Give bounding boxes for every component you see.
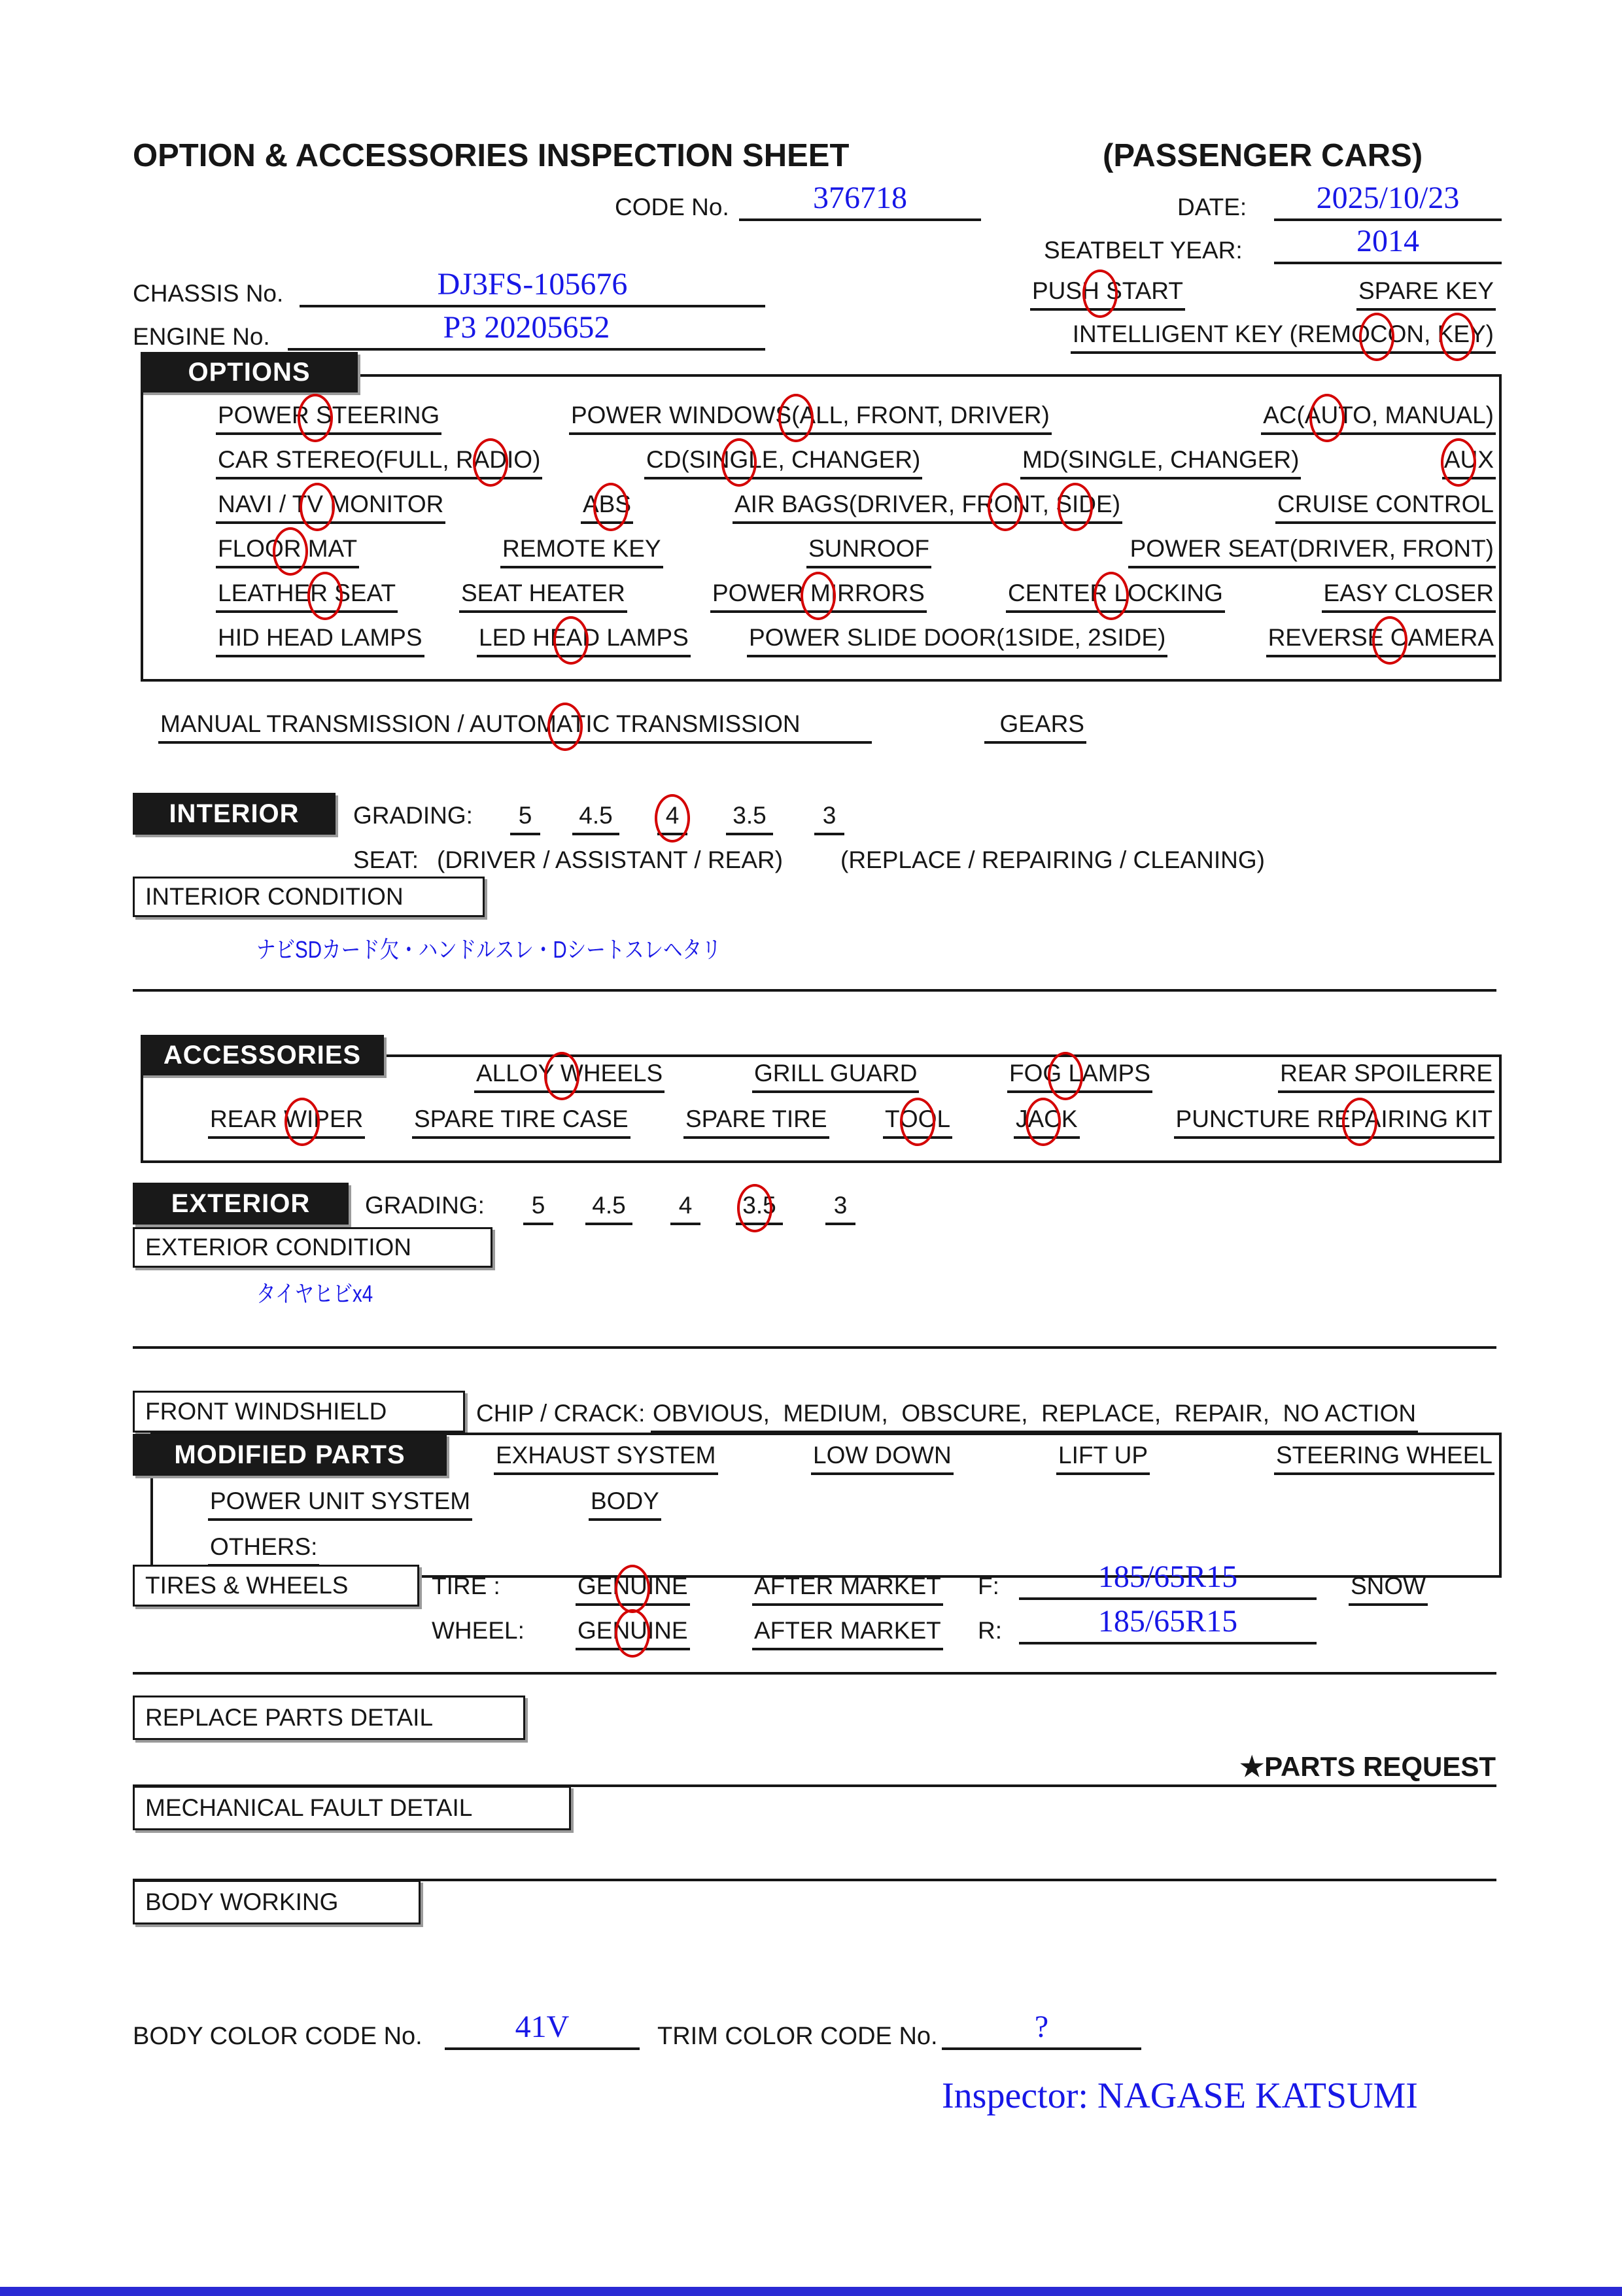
accessory-rear-wiper: REAR WIPER [208, 1105, 365, 1139]
wheel-label: WHEEL: [432, 1617, 525, 1644]
front-size-label: F: [978, 1573, 999, 1599]
divider-line [133, 1672, 1496, 1675]
exterior-grade-3: 3 [825, 1192, 855, 1225]
interior-grade-5: 5 [510, 802, 540, 835]
accessory-fog-lamps: FOG LAMPS [1007, 1060, 1152, 1093]
chip-crack-options: OBVIOUS, MEDIUM, OBSCURE, REPLACE, REPAIR, NO ACTION [651, 1400, 1418, 1433]
tire-label: TIRE : [432, 1573, 500, 1599]
wheel-genuine: GENUINE [576, 1617, 690, 1650]
red-pen-circle [615, 1565, 650, 1613]
modified-exhaust-system: EXHAUST SYSTEM [494, 1442, 718, 1475]
divider-line [133, 989, 1496, 992]
red-pen-circle [778, 394, 814, 442]
accessory-tool: TOOL [883, 1105, 952, 1139]
spare-key-item: SPARE KEY [1356, 277, 1496, 311]
interior-condition-box: INTERIOR CONDITION [133, 877, 485, 917]
chip-crack-label: CHIP / CRACK: [476, 1400, 646, 1427]
chassis-label: CHASSIS No. [133, 280, 284, 307]
tires-wheels-box: TIRES & WHEELS [133, 1565, 419, 1607]
red-pen-circle [1058, 483, 1093, 531]
option-floor-mat: FLOOR MAT [216, 535, 359, 568]
option-ac: AC(AUTO, MANUAL) [1261, 402, 1496, 435]
page-title: OPTION & ACCESSORIES INSPECTION SHEET [133, 138, 850, 173]
seat-label: SEAT: [353, 846, 419, 873]
option-seat-heater: SEAT HEATER [459, 580, 627, 613]
option-navi-tv-monitor: NAVI / TV MONITOR [216, 491, 445, 524]
bottom-blue-bar [0, 2287, 1622, 2296]
seatbelt-year-label: SEATBELT YEAR: [1044, 237, 1243, 264]
modified-others: OTHERS: [208, 1533, 319, 1567]
option-cruise-control: CRUISE CONTROL [1275, 491, 1496, 524]
option-car-stereo: CAR STEREO(FULL, RADIO) [216, 446, 542, 479]
interior-grade-4: 4 [657, 802, 687, 835]
mechanical-fault-detail-box: MECHANICAL FAULT DETAIL [133, 1786, 571, 1830]
modified-low-down: LOW DOWN [811, 1442, 954, 1475]
option-md: MD(SINGLE, CHANGER) [1020, 446, 1301, 479]
red-pen-circle [1026, 1098, 1061, 1146]
accessory-puncture-kit: PUNCTURE REPAIRING KIT [1174, 1105, 1494, 1139]
red-pen-circle [1440, 313, 1475, 361]
interior-condition-note: ナビSDカード欠・ハンドルスレ・Dシートスレヘタリ [256, 936, 721, 963]
red-pen-circle [298, 394, 333, 442]
red-pen-circle [1441, 438, 1476, 487]
trim-color-value: ? [942, 2004, 1141, 2050]
options-section-label: OPTIONS [141, 352, 358, 392]
engine-label: ENGINE No. [133, 323, 270, 350]
date-value: 2025/10/23 [1274, 175, 1502, 221]
accessory-jack: JACK [1014, 1105, 1080, 1139]
red-pen-circle [593, 483, 629, 531]
red-pen-circle [1342, 1098, 1377, 1146]
red-pen-circle [655, 794, 690, 843]
code-value: 376718 [739, 175, 981, 221]
red-pen-circle [1048, 1052, 1083, 1100]
option-easy-closer: EASY CLOSER [1322, 580, 1496, 613]
parts-request-label: ★PARTS REQUEST [1239, 1751, 1496, 1782]
red-pen-circle [553, 616, 589, 665]
accessory-grill-guard: GRILL GUARD [752, 1060, 919, 1093]
red-pen-circle [307, 572, 343, 620]
seat-group-position: (DRIVER / ASSISTANT / REAR) [437, 846, 784, 873]
option-reverse-camera: REVERSE CAMERA [1266, 624, 1496, 657]
red-pen-circle [547, 703, 583, 751]
transmission-line: MANUAL TRANSMISSION / AUTOMATIC TRANSMISSION [158, 710, 872, 744]
exterior-grading-label: GRADING: [365, 1192, 485, 1219]
option-leather-seat: LEATHER SEAT [216, 580, 398, 613]
front-windshield-box: FRONT WINDSHIELD [133, 1391, 465, 1433]
modified-lift-up: LIFT UP [1056, 1442, 1150, 1475]
code-label: CODE No. [615, 194, 729, 220]
divider-line [133, 1346, 1496, 1349]
tire-genuine: GENUINE [576, 1573, 690, 1606]
front-size-value: 185/65R15 [1019, 1554, 1317, 1600]
modified-parts-section-label: MODIFIED PARTS [133, 1434, 447, 1476]
modified-body: BODY [589, 1487, 661, 1521]
option-power-steering: POWER STEERING [216, 402, 441, 435]
option-led-head-lamps: LED HEAD LAMPS [477, 624, 691, 657]
red-pen-circle [721, 438, 757, 487]
exterior-grade-4-5: 4.5 [585, 1192, 632, 1225]
wheel-after-market: AFTER MARKET [752, 1617, 943, 1650]
accessory-spare-tire-case: SPARE TIRE CASE [412, 1105, 630, 1139]
exterior-grade-3-5: 3.5 [736, 1192, 783, 1225]
seat-group-action: (REPLACE / REPAIRING / CLEANING) [840, 846, 1265, 873]
interior-grade-4-5: 4.5 [572, 802, 619, 835]
option-power-mirrors: POWER MIRRORS [710, 580, 927, 613]
modified-steering-wheel: STEERING WHEEL [1274, 1442, 1494, 1475]
interior-section-label: INTERIOR [133, 793, 336, 835]
accessories-section-label: ACCESSORIES [141, 1035, 384, 1075]
interior-grade-3: 3 [814, 802, 844, 835]
date-label: DATE: [1177, 194, 1247, 220]
red-pen-circle [801, 572, 836, 620]
option-sunroof: SUNROOF [806, 535, 931, 568]
replace-parts-detail-box: REPLACE PARTS DETAIL [133, 1696, 525, 1740]
exterior-grade-5: 5 [523, 1192, 553, 1225]
accessory-alloy-wheels: ALLOY WHEELS [474, 1060, 664, 1093]
red-pen-circle [988, 483, 1023, 531]
option-center-locking: CENTER LOCKING [1006, 580, 1225, 613]
trim-color-label: TRIM COLOR CODE No. [657, 2023, 938, 2050]
snow-item: SNOW [1349, 1573, 1428, 1606]
option-remote-key: REMOTE KEY [500, 535, 663, 568]
red-pen-circle [285, 1098, 320, 1146]
red-pen-circle [273, 527, 308, 576]
seatbelt-year-value: 2014 [1274, 218, 1502, 264]
red-pen-circle [1309, 394, 1345, 442]
tire-after-market: AFTER MARKET [752, 1573, 943, 1606]
body-color-label: BODY COLOR CODE No. [133, 2023, 423, 2050]
option-power-slide-door: POWER SLIDE DOOR(1SIDE, 2SIDE) [747, 624, 1167, 657]
body-color-value: 41V [445, 2004, 640, 2050]
option-cd: CD(SINGLE, CHANGER) [644, 446, 922, 479]
option-air-bags: AIR BAGS(DRIVER, FRONT, SIDE) [733, 491, 1122, 524]
red-pen-circle [1082, 270, 1118, 318]
inspector-signature: Inspector: NAGASE KATSUMI [942, 2076, 1418, 2116]
exterior-grade-4: 4 [670, 1192, 700, 1225]
engine-value: P3 20205652 [288, 305, 765, 351]
rear-size-label: R: [978, 1617, 1002, 1644]
option-abs: ABS [581, 491, 633, 524]
modified-power-unit: POWER UNIT SYSTEM [208, 1487, 472, 1521]
red-pen-circle [615, 1609, 650, 1658]
rear-size-value: 185/65R15 [1019, 1599, 1317, 1644]
red-pen-circle [300, 483, 335, 531]
red-pen-circle [1372, 616, 1407, 665]
exterior-section-label: EXTERIOR [133, 1183, 349, 1225]
option-power-windows: POWER WINDOWS(ALL, FRONT, DRIVER) [569, 402, 1052, 435]
red-pen-circle [737, 1184, 772, 1232]
chassis-value: DJ3FS-105676 [300, 262, 765, 307]
body-working-box: BODY WORKING [133, 1880, 421, 1924]
red-pen-circle [544, 1052, 579, 1100]
interior-grading-label: GRADING: [353, 802, 473, 829]
red-pen-circle [1094, 572, 1129, 620]
option-power-seat: POWER SEAT(DRIVER, FRONT) [1128, 535, 1496, 568]
exterior-condition-box: EXTERIOR CONDITION [133, 1227, 492, 1268]
red-pen-circle [473, 438, 508, 487]
gears-label: GEARS [984, 710, 1086, 744]
option-hid-head-lamps: HID HEAD LAMPS [216, 624, 424, 657]
option-aux: AUX [1442, 446, 1496, 479]
exterior-condition-note: タイヤヒビx4 [256, 1280, 373, 1307]
intelligent-key-item: INTELLIGENT KEY (REMOCON, KEY) [1071, 321, 1496, 354]
push-start-item: PUSH START [1030, 277, 1185, 311]
accessory-spare-tire: SPARE TIRE [683, 1105, 829, 1139]
page-subtitle: (PASSENGER CARS) [1103, 138, 1423, 173]
red-pen-circle [1359, 313, 1394, 361]
interior-grade-3-5: 3.5 [726, 802, 773, 835]
red-pen-circle [900, 1098, 935, 1146]
accessory-rear-spoiler: REAR SPOILERRE [1278, 1060, 1494, 1093]
